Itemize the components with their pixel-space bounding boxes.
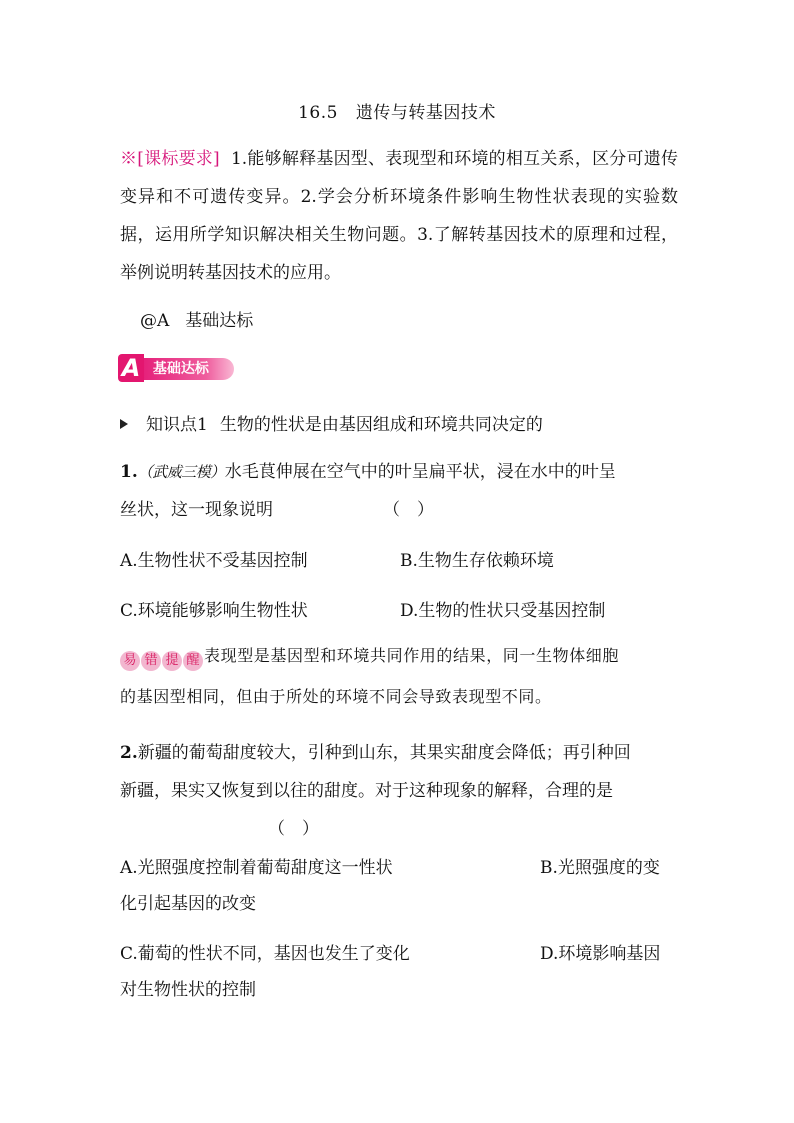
knowledge-point-label: 知识点1 bbox=[146, 415, 208, 435]
option-d: D.生物的性状只受基因控制 bbox=[400, 601, 606, 621]
question-number: 2. bbox=[120, 743, 138, 763]
error-hint bbox=[120, 637, 678, 716]
badge-label: 基础达标 bbox=[142, 358, 234, 380]
curriculum-requirements bbox=[120, 140, 678, 292]
section-marker-symbol: @A bbox=[140, 311, 170, 331]
section-marker-label: 基础达标 bbox=[185, 311, 254, 331]
question-number: 1. bbox=[120, 462, 138, 482]
option-a: A.生物性状不受基因控制 bbox=[120, 551, 308, 571]
question-stem-line: 水毛茛伸展在空气中的叶呈扁平状，浸在水中的叶呈 bbox=[224, 462, 616, 482]
q1-options-row-2 bbox=[120, 596, 606, 621]
option-b-continued: 化引起基因的改变 bbox=[120, 894, 256, 914]
option-b: B.光照强度的变 bbox=[540, 858, 660, 878]
requirements-text: 1.能够解释基因型、表现型和环境的相互关系，区分可遗传变异和不可遗传变异。2.学会分析环境条件影响生物性状表现的实验数据，运用所学知识解决相关生物问题。3.了解转基因技术的原理和过程，举例说明转基因技术的应用。 bbox=[120, 149, 679, 283]
section-number: 16.5 bbox=[298, 103, 338, 123]
page-title bbox=[0, 98, 794, 123]
question-stem-line: 新疆的葡萄甜度较大，引种到山东，其果实甜度会降低；再引种回 bbox=[137, 743, 631, 763]
question-stem-line: 丝状，这一现象说明 bbox=[120, 500, 273, 520]
answer-blank: （ ） bbox=[383, 500, 434, 520]
option-b: B.生物生存依赖环境 bbox=[400, 551, 554, 571]
q2-options-cd bbox=[120, 936, 676, 1008]
q1-options-row-1 bbox=[120, 546, 554, 571]
option-c: C.葡萄的性状不同，基因也发生了变化 bbox=[120, 944, 410, 964]
question-2-stem bbox=[120, 734, 678, 848]
answer-blank: （ ） bbox=[268, 819, 319, 839]
option-a: A.光照强度控制着葡萄甜度这一性状 bbox=[120, 858, 393, 878]
option-d: D.环境影响基因 bbox=[540, 944, 661, 964]
question-source: （武威三模） bbox=[137, 463, 225, 481]
basic-level-badge bbox=[118, 354, 238, 382]
badge-letter-icon: A bbox=[118, 354, 144, 382]
question-1-stem bbox=[120, 453, 680, 529]
triangle-bullet-icon bbox=[120, 419, 128, 429]
option-c: C.环境能够影响生物性状 bbox=[120, 601, 308, 621]
section-title: 遗传与转基因技术 bbox=[355, 103, 496, 123]
hint-text-line: 的基因型相同，但由于所处的环境不同会导致表现型不同。 bbox=[120, 687, 552, 706]
question-stem-line: 新疆，果实又恢复到以往的甜度。对于这种现象的解释，合理的是 bbox=[120, 781, 613, 801]
knowledge-point-heading bbox=[120, 410, 543, 435]
knowledge-point-text: 生物的性状是由基因组成和环境共同决定的 bbox=[219, 415, 543, 435]
requirements-tag: ※[课标要求] bbox=[120, 149, 220, 169]
section-marker bbox=[140, 306, 253, 331]
option-d-continued: 对生物性状的控制 bbox=[120, 980, 256, 1000]
hint-text-line: 表现型是基因型和环境共同作用的结果，同一生物体细胞 bbox=[204, 646, 620, 665]
q2-options-ab bbox=[120, 850, 676, 922]
error-hint-badge: 易 错 提 醒 bbox=[120, 640, 204, 678]
